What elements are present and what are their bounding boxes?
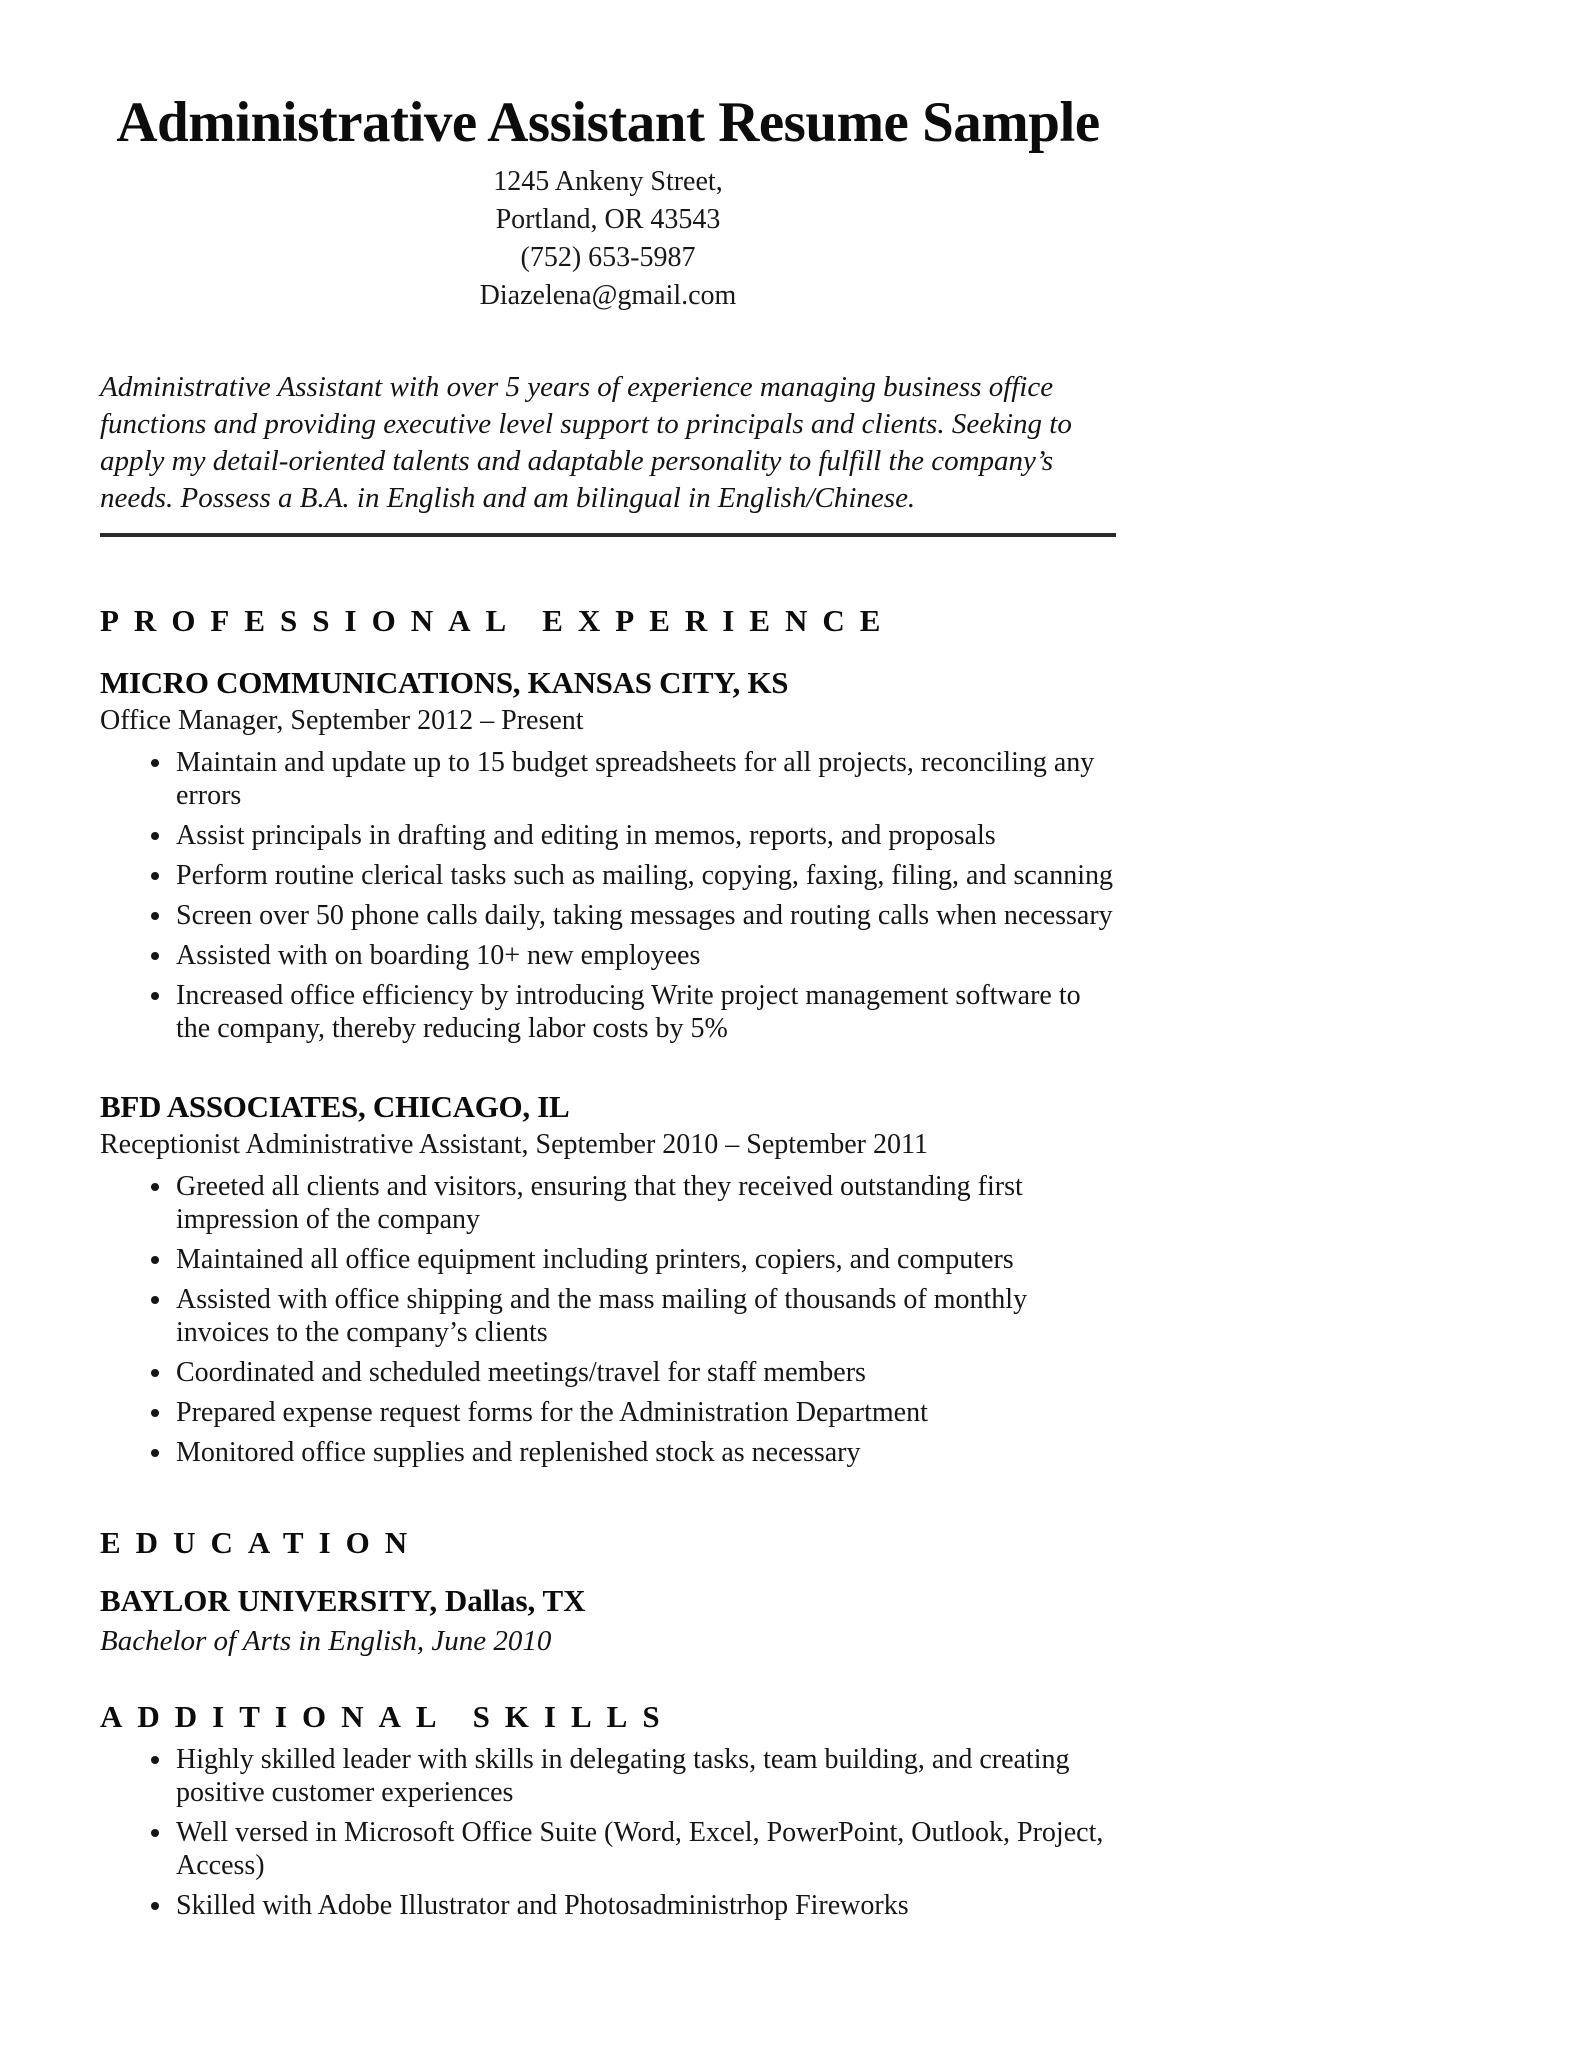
section-additional-skills [100,1699,1116,1922]
job-entry-bfd-associates [100,1089,1116,1469]
job-company: BFD ASSOCIATES, CHICAGO, IL [100,1088,570,1124]
job-bullet-list [100,1170,1116,1469]
job-bullet: • Assisted with office shipping and the mass mailing of thousands of monthly invoices to the company’s clients [174,1283,1116,1349]
job-bullet: • Greeted all clients and visitors, ensuring that they received outstanding first impression of the company [174,1170,1116,1236]
job-bullet: • Increased office efficiency by introducing Write project management software to the company, thereby reducing labor costs by 5% [174,979,1116,1045]
job-bullet: • Maintained all office equipment including printers, copiers, and computers [174,1243,1116,1276]
job-company: MICRO COMMUNICATIONS, KANSAS CITY, KS [100,664,789,700]
experience-heading: PROFESSIONAL EXPERIENCE [100,602,896,638]
job-bullet: • Coordinated and scheduled meetings/travel for staff members [174,1356,1116,1389]
education-heading: EDUCATION [100,1524,423,1560]
contact-address-line2: Portland, OR 43543 [495,203,721,235]
resume-content [100,0,1116,1922]
education-degree: Bachelor of Arts in English, June 2010 [100,1624,552,1657]
summary-paragraph: Administrative Assistant with over 5 years of experience managing business office functions and providing executive level support to principals and clients. Seeking to apply my detail-oriented talents and adaptable personality to fulfill the company’s needs. Possess a B.A. in English and am bilingual in English/Chinese. [100,370,1072,514]
section-education [100,1525,1116,1659]
contact-phone: (752) 653-5987 [520,241,696,273]
resume-title: Administrative Assistant Resume Sample [116,91,1100,154]
job-bullet: • Screen over 50 phone calls daily, taking messages and routing calls when necessary [174,899,1116,932]
job-role: Office Manager, September 2012 – Present [100,704,584,736]
education-school: BAYLOR UNIVERSITY, Dallas, TX [100,1582,586,1618]
job-bullet: • Monitored office supplies and replenished stock as necessary [174,1436,1116,1469]
job-bullet: • Perform routine clerical tasks such as mailing, copying, faxing, filing, and scanning [174,859,1116,892]
job-bullet: • Assisted with on boarding 10+ new employees [174,939,1116,972]
contact-email: Diazelena@gmail.com [479,279,737,311]
job-role: Receptionist Administrative Assistant, September 2010 – September 2011 [100,1128,928,1160]
summary-divider-rule [100,533,1116,537]
skills-heading: ADDITIONAL SKILLS [100,1698,675,1734]
contact-block [100,163,1116,315]
job-bullet-list [100,746,1116,1045]
job-entry-micro-communications [100,665,1116,1045]
skill-bullet: • Well versed in Microsoft Office Suite (Word, Excel, PowerPoint, Outlook, Project, Access) [174,1816,1116,1882]
skills-bullet-list [100,1743,1116,1922]
job-bullet: • Prepared expense request forms for the Administration Department [174,1396,1116,1429]
skill-bullet: • Skilled with Adobe Illustrator and Photosadministrhop Fireworks [174,1889,1116,1922]
section-professional-experience [100,603,1116,1469]
job-bullet: • Maintain and update up to 15 budget spreadsheets for all projects, reconciling any errors [174,746,1116,812]
job-bullet: • Assist principals in drafting and editing in memos, reports, and proposals [174,819,1116,852]
contact-address-line1: 1245 Ankeny Street, [493,165,723,197]
skill-bullet: • Highly skilled leader with skills in delegating tasks, team building, and creating positive customer experiences [174,1743,1116,1809]
